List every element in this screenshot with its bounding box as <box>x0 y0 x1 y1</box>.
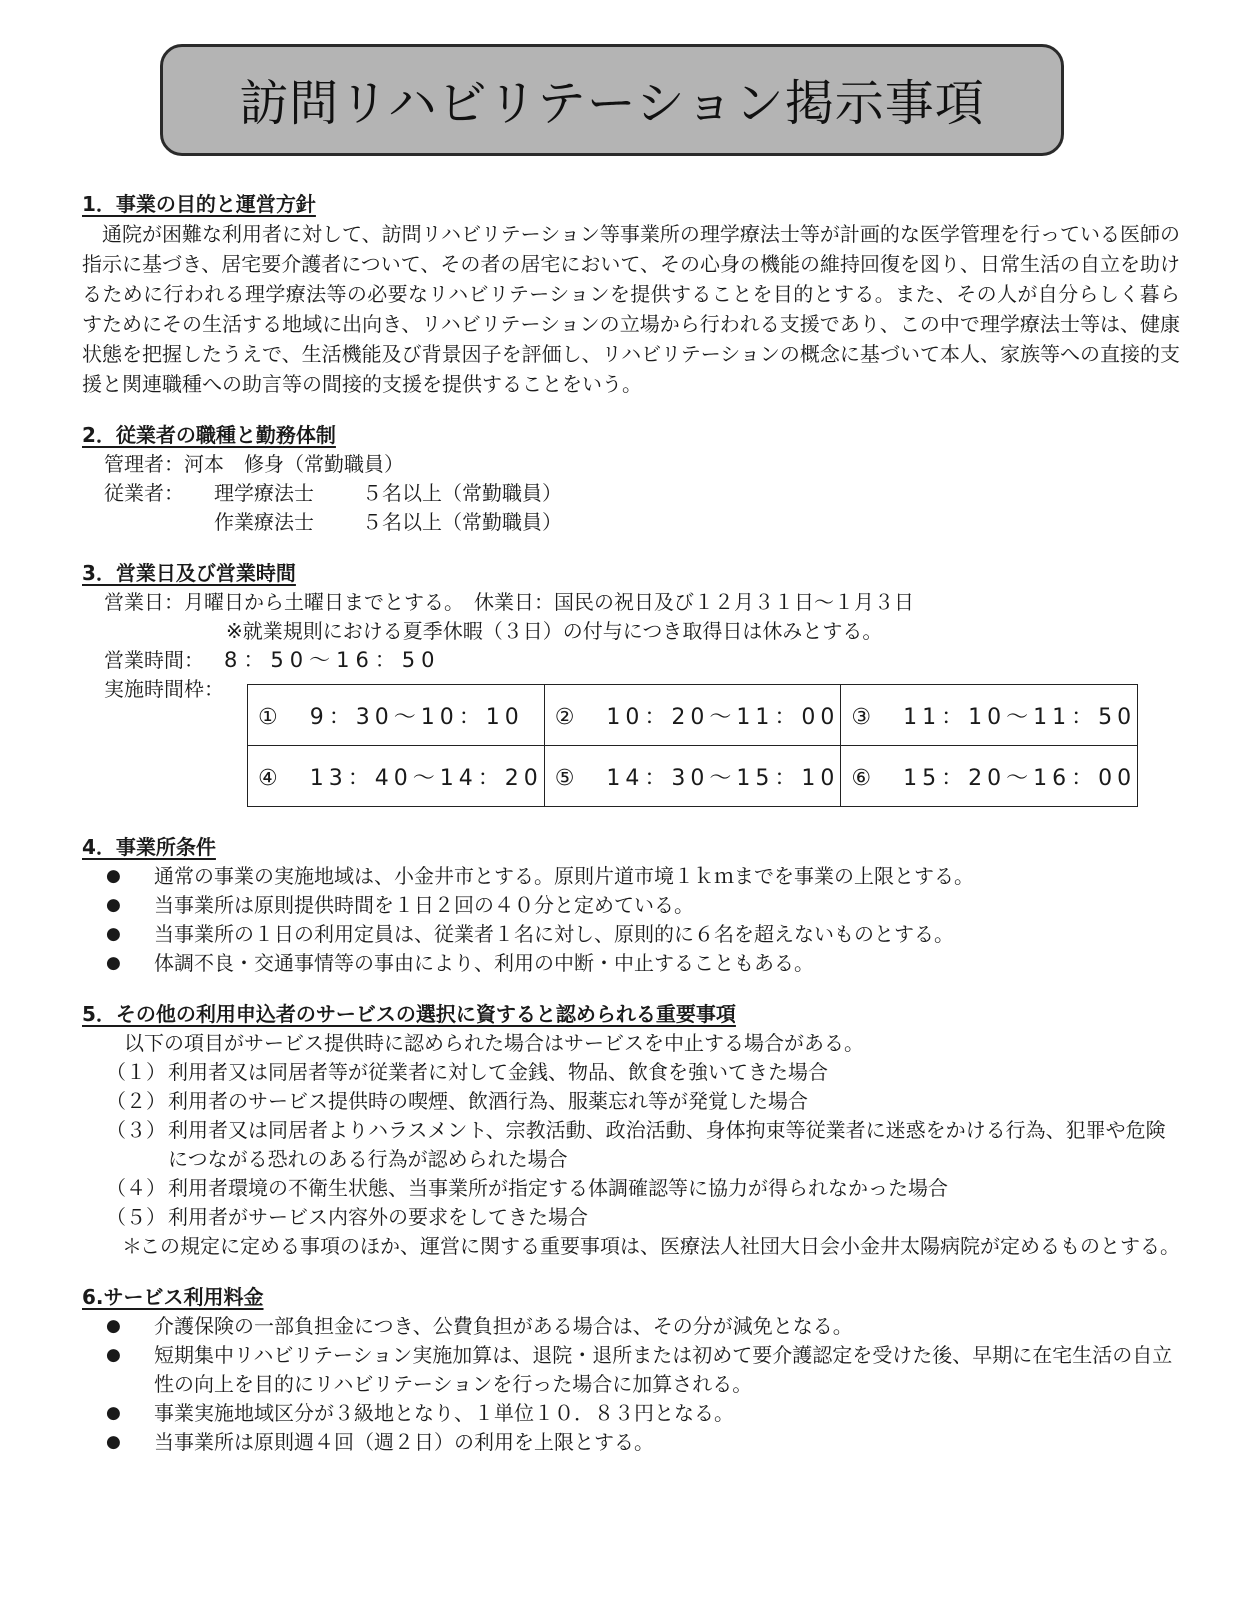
section-1-body: 通院が困難な利用者に対して、訪問リハビリテーション等事業所の理学療法士等が計画的な医学管理を行っている医師の指示に基づき、居宅要介護者について、その者の居宅において、その心身の機能の維持回復を図り、日常生活の自立を助けるために行われる理学療法等の必要なリハビリテーションを提供することを目的とする。また、その人が自分らしく暮らすためにその生活する地域に出向き、リハビリテーションの立場から行われる支援であり、この中で理学療法士等は、健康状態を把握したうえで、生活機能及び背景因子を評価し、リハビリテーションの概念に基づいて本人、家族等への直接的支援と関連職種への助言等の間接的支援を提供することをいう。 <box>82 222 1180 396</box>
conditions-list <box>82 862 1180 978</box>
section-2-heading: 2．従業者の職種と勤務体制 <box>82 423 336 447</box>
table-row <box>248 746 1138 807</box>
list-item: （１） 利用者又は同居者等が従業者に対して金銭、物品、飲食を強いてきた場合 <box>106 1060 828 1084</box>
list-item: ● 体調不良・交通事情等の事由により、利用の中断・中止することもある。 <box>82 949 1180 978</box>
section-4-heading: 4．事業所条件 <box>82 835 216 859</box>
suspension-list <box>82 1058 1180 1232</box>
section-6-heading: 6.サービス利用料金 <box>82 1285 264 1309</box>
section-5-note <box>82 1232 1180 1261</box>
list-item: ● 介護保険の一部負担金につき、公費負担がある場合は、その分が減免となる。 <box>82 1312 1180 1341</box>
section-5-heading: 5．その他の利用申込者のサービスの選択に資すると認められる重要事項 <box>82 1002 736 1026</box>
hours-value: 8：50～16：50 <box>224 648 441 672</box>
staff-count: ５名以上（常勤職員） <box>362 510 562 534</box>
notice-content <box>82 190 1180 1457</box>
section-1-heading: 1．事業の目的と運営方針 <box>82 192 316 216</box>
fees-list <box>82 1312 1180 1457</box>
list-item: ● 短期集中リハビリテーション実施加算は、退院・退所または初めて要介護認定を受けた後、早期に在宅生活の自立性の向上を目的にリハビリテーションを行った場合に加算される。 <box>82 1341 1180 1399</box>
section-3-heading: 3．営業日及び営業時間 <box>82 561 296 585</box>
list-item: ● 当事業所の１日の利用定員は、従業者１名に対し、原則的に６名を超えないものとする。 <box>82 920 1180 949</box>
title-banner <box>160 44 1064 156</box>
list-item: （３） 利用者又は同居者よりハラスメント、宗教活動、政治活動、身体拘束等従業者に迷惑をかける行為、犯罪や危険につながる恐れのある行為が認められた場合 <box>106 1118 1166 1171</box>
time-slot-cell: ① 9：30～10：10 <box>248 685 545 746</box>
list-item: （５） 利用者がサービス内容外の要求をしてきた場合 <box>106 1205 588 1229</box>
list-item: ● 事業実施地域区分が３級地となり、１単位１０．８３円となる。 <box>82 1399 1180 1428</box>
time-slot-cell: ⑤ 14：30～15：10 <box>544 746 841 807</box>
note-text: この規定に定める事項のほか、運営に関する重要事項は、医療法人社団大日会小金井太陽病院が定めるものとする。 <box>140 1234 1180 1258</box>
staff-count: ５名以上（常勤職員） <box>362 481 562 505</box>
list-item: ● 当事業所は原則週４回（週２日）の利用を上限とする。 <box>82 1428 1180 1457</box>
list-item: ● 当事業所は原則提供時間を１日２回の４０分と定めている。 <box>82 891 1180 920</box>
time-slot-cell: ③ 11：10～11：50 <box>841 685 1138 746</box>
business-days: 営業日：月曜日から土曜日までとする。 休業日：国民の祝日及び１２月３１日～１月３日 <box>104 590 914 614</box>
manager-label: 管理者： <box>104 452 184 476</box>
hours-label: 営業時間： <box>104 648 204 672</box>
time-slot-cell: ⑥ 15：20～16：00 <box>841 746 1138 807</box>
list-item: （２） 利用者のサービス提供時の喫煙、飲酒行為、服薬忘れ等が発覚した場合 <box>106 1089 808 1113</box>
manager-row <box>82 450 1180 479</box>
note-mark: ＊ <box>122 1234 142 1258</box>
list-item: （４） 利用者環境の不衛生状態、当事業所が指定する体調確認等に協力が得られなかった場合 <box>106 1176 948 1200</box>
staff-role: 作業療法士 <box>214 510 314 534</box>
list-item: ● 通常の事業の実施地域は、小金井市とする。原則片道市境１ｋｍまでを事業の上限とする。 <box>82 862 1180 891</box>
business-days-note: ※就業規則における夏季休暇（３日）の付与につき取得日は休みとする。 <box>226 619 883 643</box>
manager-value: 河本 修身（常勤職員） <box>184 452 404 476</box>
page-title: 訪問リハビリテーション掲示事項 <box>239 75 985 132</box>
staff-label: 従業者： <box>104 481 184 505</box>
section-5-intro: 以下の項目がサービス提供時に認められた場合はサービスを中止する場合がある。 <box>124 1031 864 1055</box>
time-slot-table <box>247 684 1138 807</box>
time-slot-cell: ② 10：20～11：00 <box>544 685 841 746</box>
staff-role: 理学療法士 <box>214 481 314 505</box>
slots-label: 実施時間枠： <box>104 677 224 701</box>
time-slot-cell: ④ 13：40～14：20 <box>248 746 545 807</box>
table-row <box>248 685 1138 746</box>
business-hours <box>82 646 1180 675</box>
staff-grid <box>82 479 1180 537</box>
